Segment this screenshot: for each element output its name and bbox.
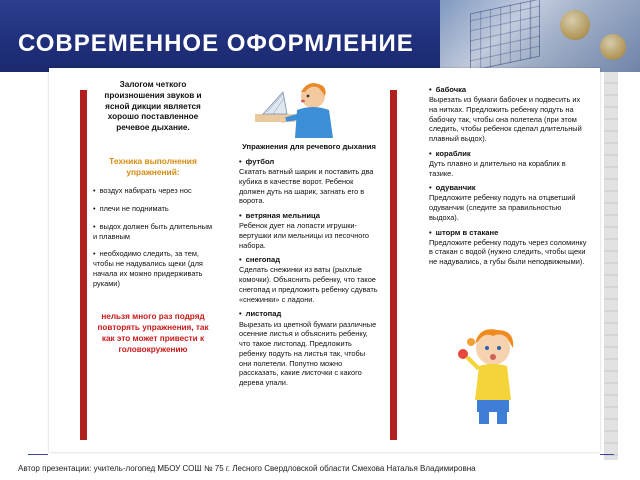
tip-item: • необходимо следить, за тем, чтобы не надувались щеки (для начала их можно придерживать руками) xyxy=(93,249,213,288)
exercise-name: • футбол xyxy=(239,157,379,167)
author-footer: Автор презентации: учитель-логопед МБОУ СОШ № 75 г. Лесного Свердловской области Смехова Наталья Владимировна xyxy=(18,464,476,473)
mesh-decoration xyxy=(470,0,540,71)
exercise-desc: Вырезать из цветной бумаги различные осенние листья и объяснить ребенку, что такое листопад. Предложить ребенку подуть на листья так, чтобы они полетели. Попутно можно рассказать, какие листочки с какого дерева упали. xyxy=(239,319,377,388)
exercise-desc: Сделать снежинки из ваты (рыхлые комочки). Объяснить ребенку, что такое снегопад и предложить ребенку сдувать «снежинки» с ладони. xyxy=(239,265,378,304)
tip-item: • плечи не поднимать xyxy=(93,204,213,214)
divider-line xyxy=(600,454,614,455)
exercise-name: • одуванчик xyxy=(429,183,589,193)
warning-text: нельзя много раз подряд повторять упражнения, так как это может привести к головокружению xyxy=(97,312,209,354)
exercise-name: • кораблик xyxy=(429,149,589,159)
right-column xyxy=(429,80,589,270)
exercises-title: Упражнения для речевого дыхания xyxy=(242,142,376,151)
exercise-desc: Предложите ребенку подуть через соломинку в стакан с водой (нужно следить, чтобы щеки не надувались, а губы были неподвижными). xyxy=(429,237,587,267)
exercise-name: • снегопад xyxy=(239,255,379,265)
left-column xyxy=(93,80,213,356)
exercise-desc: Скатать ватный шарик и поставить два кубика в качестве ворот. Ребенок должен дуть на шарик, загнать его в ворота. xyxy=(239,167,374,206)
technique-title: Техника выполнения упражнений: xyxy=(109,156,197,178)
tip-item: • воздух набирать через нос xyxy=(93,186,213,196)
slide-title: СОВРЕМЕННОЕ ОФОРМЛЕНИЕ xyxy=(18,30,414,57)
exercise-desc: Предложите ребенку подуть на отцветший одуванчик (следите за правильностью выдоха). xyxy=(429,193,576,222)
exercise-name: • бабочка xyxy=(429,85,589,95)
slide-header xyxy=(0,0,640,72)
exercise-name: • листопад xyxy=(239,309,379,319)
right-red-bar xyxy=(390,90,397,440)
boy-blowing-illustration xyxy=(253,74,343,140)
exercise-desc: Дуть плавно и длительно на кораблик в тазике. xyxy=(429,158,566,178)
coin-decoration xyxy=(560,10,590,40)
document-page xyxy=(49,68,600,452)
side-strip xyxy=(604,72,618,460)
coin-decoration xyxy=(600,34,626,60)
header-decoration xyxy=(440,0,640,72)
exercise-desc: Вырезать из бумаги бабочек и подвесить их на нитках. Предложить ребенку подуть на бабочку так, чтобы она полетела (при этом следить, чтобы ребенок сделал длительный плавный выдох). xyxy=(429,95,582,144)
exercise-desc: Ребенок дует на лопасти игрушки-вертушки или мельницы из песочного набора. xyxy=(239,221,370,250)
left-red-bar xyxy=(80,90,87,440)
divider-line xyxy=(28,454,48,455)
exercise-name: • шторм в стакане xyxy=(429,228,589,238)
lead-text: Залогом четкого произношения звуков и ясной дикции является хорошо поставленное речевое дыхание. xyxy=(104,80,202,133)
tip-item: • выдох должен быть длительным и плавным xyxy=(93,222,213,242)
child-with-bubbles-illustration xyxy=(457,326,527,426)
exercise-name: • ветряная мельница xyxy=(239,211,379,221)
middle-column xyxy=(239,142,379,391)
